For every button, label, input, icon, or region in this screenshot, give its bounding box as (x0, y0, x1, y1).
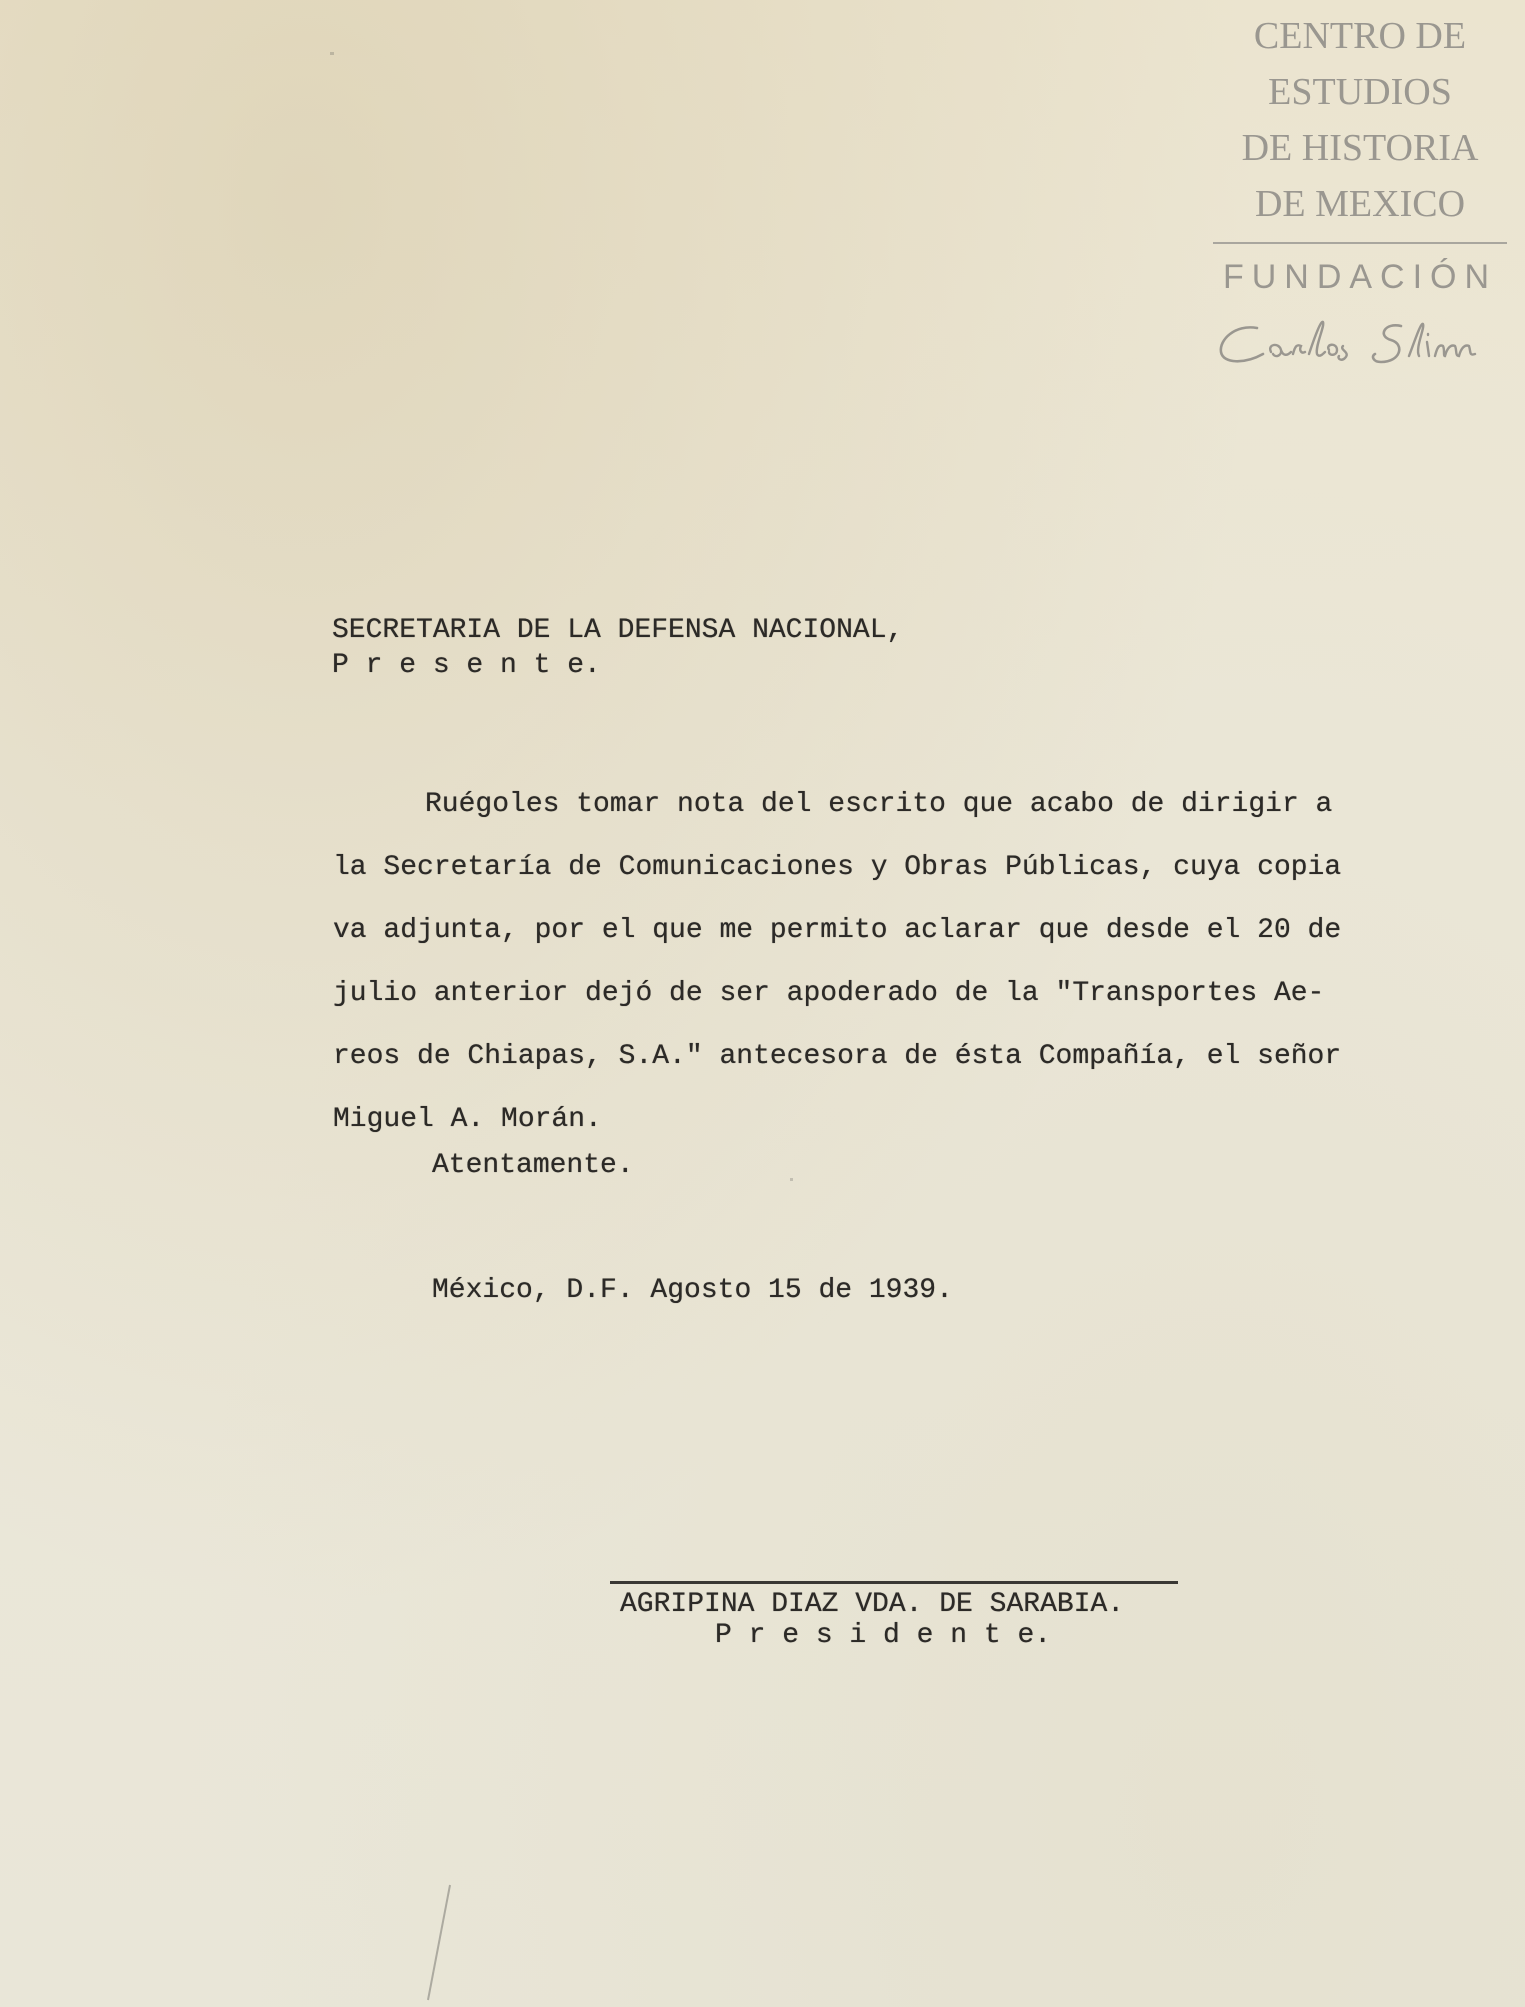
paper-mark (330, 52, 334, 55)
place-date: México, D.F. Agosto 15 de 1939. (432, 1275, 953, 1306)
addressee: SECRETARIA DE LA DEFENSA NACIONAL, (332, 615, 904, 646)
body-line-2: la Secretaría de Comunicaciones y Obras Públicas, cuya copia (333, 852, 1342, 883)
body-line-6: Miguel A. Morán. (333, 1104, 602, 1135)
signature-logo-icon (1205, 306, 1505, 376)
body-line-5: reos de Chiapas, S.A." antecesora de ésta Compañía, el señor (333, 1041, 1342, 1072)
body-line-3: va adjunta, por el que me permito aclarar que desde el 20 de (333, 915, 1342, 946)
letter-body (333, 773, 1463, 1151)
stamp-line-1: CENTRO DE (1253, 15, 1467, 57)
salutation: P r e s e n t e. (332, 650, 601, 681)
archive-stamp (1205, 8, 1515, 376)
paper-mark (790, 1178, 793, 1181)
closing: Atentamente. (432, 1150, 634, 1181)
stamp-line-2: ESTUDIOS (1268, 71, 1452, 113)
stamp-line-3: DE HISTORIA (1241, 127, 1479, 169)
body-line-4: julio anterior dejó de ser apoderado de la "Transportes Ae- (333, 978, 1325, 1009)
stamp-divider (1213, 242, 1507, 244)
stamp-line-4: DE MEXICO (1254, 183, 1466, 225)
paper-stray-lines (420, 1880, 980, 2007)
signatory-title: P r e s i d e n t e. (715, 1620, 1052, 1651)
signature-line (610, 1581, 1178, 1584)
body-line-1: Ruégoles tomar nota del escrito que acabo de dirigir a (425, 789, 1333, 820)
stamp-foundation: FUNDACIÓN (1222, 258, 1498, 296)
signatory-name: AGRIPINA DIAZ VDA. DE SARABIA. (620, 1589, 1125, 1620)
